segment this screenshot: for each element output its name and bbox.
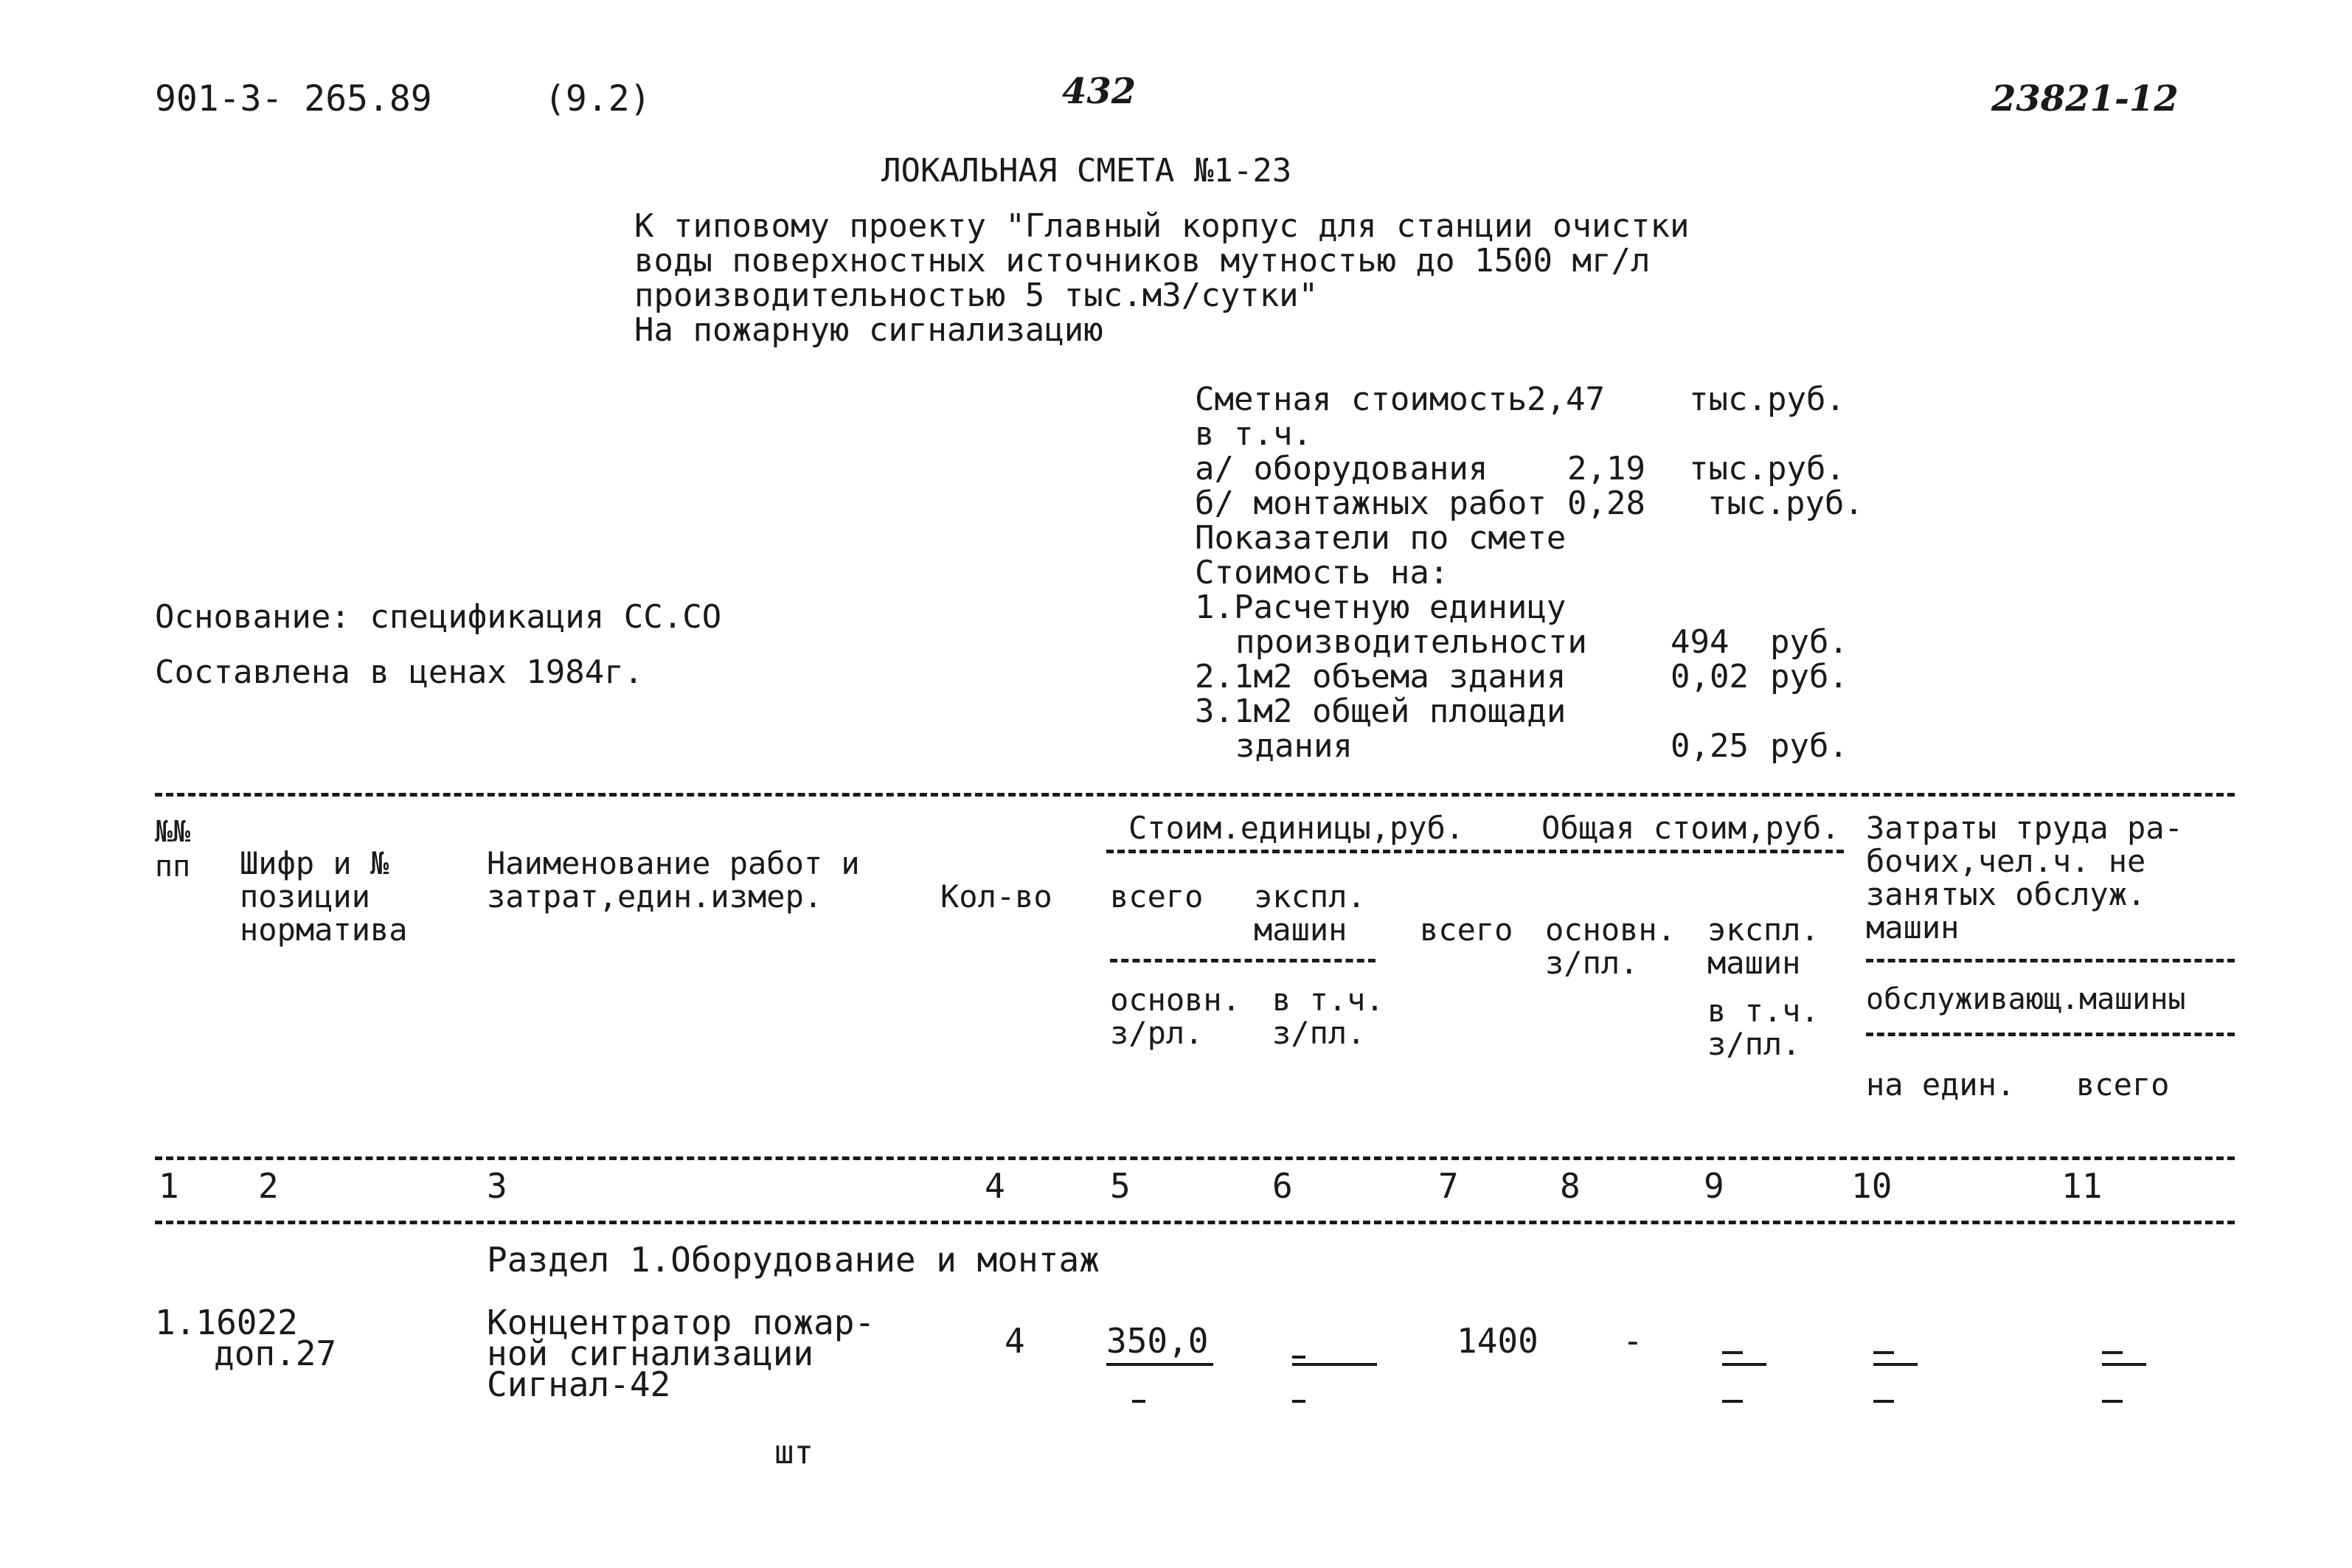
- subtitle-line-3: производительностью 5 тыс.м3/сутки": [634, 277, 1319, 314]
- labor-all-head: всего: [2076, 1066, 2170, 1103]
- labor-head-b: бочих,чел.ч. не: [1866, 843, 2146, 879]
- col-4-head: Кол-во: [940, 878, 1052, 915]
- table-top-rule: [155, 793, 2235, 797]
- indicators-label: Показатели по смете: [1195, 519, 1567, 557]
- col-2-head-a: Шифр и №: [240, 845, 389, 881]
- row-name-b: ной сигнализации: [487, 1333, 814, 1373]
- total-cost-mach-head-b: машин: [1707, 945, 1801, 981]
- row-code-a: 1.16022: [155, 1302, 298, 1342]
- labor-head-a: Затраты труда ра-: [1866, 810, 2183, 846]
- row-unit-total-underline: [1106, 1363, 1213, 1366]
- indicator-1-line-2: производительности: [1235, 623, 1587, 661]
- numbers-top-rule: [155, 1156, 2235, 1160]
- total-mach-numerator-dash: [1722, 1351, 1743, 1354]
- labor-all-fraction-line: [2102, 1363, 2146, 1366]
- col-number-7: 7: [1438, 1166, 1459, 1206]
- subtitle-line-4: На пожарную сигнализацию: [634, 311, 1103, 349]
- total-cost-mach-head-a: экспл.: [1707, 912, 1819, 948]
- total-cost-wage-head-b: з/пл.: [1545, 945, 1639, 981]
- unit-cost-wage-head-b: з/рл.: [1110, 1015, 1204, 1051]
- install-unit: тыс.руб.: [1707, 485, 1864, 522]
- install-label: б/ монтажных работ: [1195, 485, 1547, 522]
- labor-per-unit-head: на един.: [1866, 1066, 2016, 1103]
- doc-code: 901-3- 265.89: [155, 78, 432, 119]
- col-2-head-c: норматива: [240, 912, 408, 948]
- total-cost-head: Общая стоим,руб.: [1541, 810, 1840, 846]
- row-code-b: доп.27: [214, 1333, 337, 1373]
- col-2-head-b: позиции: [240, 878, 371, 915]
- col-number-4: 4: [985, 1166, 1005, 1206]
- indicator-3-line-2: здания: [1235, 727, 1353, 765]
- unit-cost-sub-rule: [1110, 959, 1376, 962]
- equipment-label: а/ оборудования: [1195, 450, 1488, 488]
- row-unit: шт: [774, 1434, 814, 1471]
- indicator-1-unit: руб.: [1770, 623, 1848, 661]
- indicator-2-value: 0,02: [1671, 658, 1749, 695]
- total-cost-incl-head-a: в т.ч.: [1707, 993, 1819, 1029]
- unit-incl-numerator-dash: [1292, 1356, 1305, 1359]
- labor-unit-denominator-dash: [1873, 1400, 1894, 1403]
- subtitle-line-1: К типовому проекту "Главный корпус для станции очистки: [634, 207, 1690, 245]
- col-number-5: 5: [1110, 1166, 1131, 1206]
- indicator-3-value: 0,25: [1671, 727, 1749, 765]
- unit-cost-mach-head-a: экспл.: [1254, 878, 1366, 915]
- estimated-cost-unit: тыс.руб.: [1689, 381, 1845, 418]
- unit-cost-mach-head-b: машин: [1254, 912, 1347, 948]
- col-number-10: 10: [1851, 1166, 1893, 1206]
- col-number-6: 6: [1272, 1166, 1293, 1206]
- indicator-1-line-1: 1.Расчетную единицу: [1195, 589, 1567, 626]
- basis-spec: Основание: спецификация СС.СО: [155, 598, 722, 636]
- labor-head-c: занятых обслуж.: [1866, 876, 2146, 912]
- total-mach-denominator-dash: [1722, 1400, 1743, 1403]
- col-3-head-a: Наименование работ и: [487, 845, 860, 881]
- indicator-3-unit: руб.: [1770, 727, 1848, 765]
- indicator-2-label: 2.1м2 объема здания: [1195, 658, 1567, 695]
- total-cost-incl-head-b: з/пл.: [1707, 1026, 1801, 1062]
- page-number: 432: [1062, 71, 1137, 112]
- basis-prices: Составлена в ценах 1984г.: [155, 653, 644, 691]
- row-unit-total: 350,0: [1106, 1321, 1209, 1361]
- col-1-head-a: №№: [155, 815, 191, 849]
- unit-cost-wage-head-a: основн.: [1110, 982, 1241, 1018]
- total-mach-fraction-line: [1722, 1363, 1766, 1366]
- col-number-8: 8: [1560, 1166, 1581, 1206]
- col-3-head-b: затрат,един.измер.: [487, 878, 823, 915]
- equipment-unit: тыс.руб.: [1689, 450, 1845, 488]
- numbers-bottom-rule: [155, 1221, 2235, 1224]
- unit-cost-total-head: всего: [1110, 878, 1204, 915]
- labor-sub-rule-2: [1866, 1033, 2235, 1036]
- incl-label: в т.ч.: [1195, 415, 1312, 453]
- col-1-head-b: пп: [155, 850, 191, 884]
- labor-unit-fraction-line: [1873, 1363, 1918, 1366]
- estimated-cost-label: Сметная стоимость: [1195, 381, 1527, 418]
- indicator-2-unit: руб.: [1770, 658, 1848, 695]
- unit-wage-denominator-dash: [1132, 1400, 1145, 1403]
- indicator-3-line-1: 3.1м2 общей площади: [1195, 693, 1567, 730]
- archive-number: 23821-12: [1991, 78, 2179, 119]
- labor-all-numerator-dash: [2102, 1351, 2123, 1354]
- labor-all-denominator-dash: [2102, 1400, 2123, 1403]
- section-title: Раздел 1.Оборудование и монтаж: [487, 1240, 1100, 1280]
- indicator-1-value: 494: [1671, 623, 1730, 661]
- labor-head-d: машин: [1866, 909, 1960, 946]
- equipment-value: 2,19: [1567, 450, 1645, 488]
- row-total: 1400: [1457, 1321, 1538, 1361]
- total-cost-wage-head-a: основн.: [1545, 912, 1676, 948]
- col-number-11: 11: [2061, 1166, 2103, 1206]
- col-number-2: 2: [258, 1166, 279, 1206]
- total-cost-total-head: всего: [1420, 912, 1513, 948]
- col-number-3: 3: [487, 1166, 507, 1206]
- page-title: ЛОКАЛЬНАЯ СМЕТА №1-23: [881, 152, 1292, 190]
- cost-per-label: Стоимость на:: [1195, 554, 1449, 592]
- cost-group-rule: [1106, 850, 1844, 853]
- unit-incl-denominator-dash: [1292, 1400, 1305, 1403]
- labor-serv-head: обслуживающ.машины: [1866, 982, 2186, 1016]
- row-name-c: Сигнал-42: [487, 1364, 671, 1404]
- install-value: 0,28: [1567, 485, 1645, 522]
- unit-incl-fraction-line: [1292, 1363, 1377, 1366]
- subtitle-line-2: воды поверхностных источников мутностью до 1500 мг/л: [634, 242, 1651, 280]
- labor-unit-numerator-dash: [1873, 1351, 1894, 1354]
- unit-cost-incl-head-a: в т.ч.: [1272, 982, 1384, 1018]
- col-number-9: 9: [1704, 1166, 1724, 1206]
- row-quantity: 4: [1005, 1321, 1025, 1361]
- estimated-cost-value: 2,47: [1527, 381, 1605, 418]
- row-total-wage-dash: -: [1623, 1321, 1643, 1361]
- row-name-a: Концентратор пожар-: [487, 1302, 875, 1342]
- labor-sub-rule-1: [1866, 959, 2235, 962]
- unit-cost-head: Стоим.единицы,руб.: [1128, 810, 1465, 846]
- unit-cost-incl-head-b: з/пл.: [1272, 1015, 1366, 1051]
- col-number-1: 1: [159, 1166, 179, 1206]
- doc-part: (9.2): [544, 78, 651, 119]
